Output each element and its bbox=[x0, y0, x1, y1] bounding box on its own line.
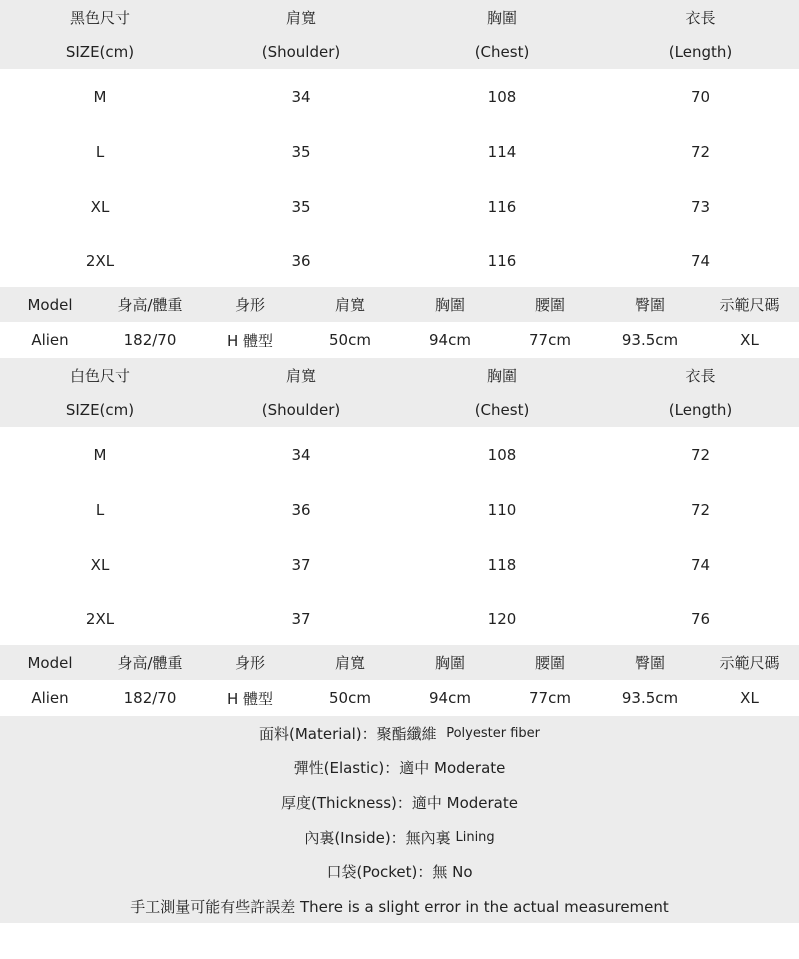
header-length-en: (Length) bbox=[668, 42, 733, 61]
model-height-weight: 182/70 bbox=[123, 689, 177, 707]
model-header-size: 示範尺碼 bbox=[719, 296, 780, 314]
table-row bbox=[0, 179, 799, 234]
size-cell: 2XL bbox=[85, 609, 115, 628]
header-size-en: SIZE(cm) bbox=[65, 401, 135, 419]
model-waist: 77cm bbox=[529, 331, 571, 349]
model-values-row bbox=[0, 680, 799, 716]
model-header-hip: 臀圍 bbox=[634, 654, 665, 672]
chest-cell: 110 bbox=[487, 501, 517, 519]
black-table-header bbox=[0, 0, 799, 69]
white-size-table bbox=[0, 358, 799, 645]
shoulder-cell: 37 bbox=[291, 609, 311, 628]
size-cell: L bbox=[95, 143, 105, 161]
length-cell: 76 bbox=[690, 609, 711, 628]
table-row bbox=[0, 234, 799, 287]
model-header-name: Model bbox=[27, 653, 73, 672]
length-cell: 72 bbox=[690, 501, 711, 519]
model-body-type: H 體型 bbox=[226, 689, 274, 708]
header-shoulder-en: (Shoulder) bbox=[261, 42, 341, 61]
size-cell: L bbox=[95, 501, 105, 519]
chest-cell: 114 bbox=[487, 143, 517, 161]
model-name: Alien bbox=[31, 331, 69, 349]
length-cell: 74 bbox=[690, 555, 711, 574]
model-shoulder: 50cm bbox=[329, 689, 371, 707]
shoulder-cell: 35 bbox=[291, 197, 311, 216]
length-cell: 72 bbox=[690, 446, 711, 464]
model-shoulder: 50cm bbox=[329, 331, 371, 349]
model-header-row bbox=[0, 645, 799, 680]
header-length-cn: 衣長 bbox=[685, 367, 716, 385]
header-chest-cn: 胸圍 bbox=[486, 8, 517, 27]
model-header-height-weight: 身高/體重 bbox=[117, 296, 183, 314]
model-size: XL bbox=[740, 331, 759, 349]
chest-cell: 108 bbox=[487, 88, 517, 106]
chest-cell: 116 bbox=[487, 197, 517, 216]
thickness-note: 厚度(Thickness)：適中 Moderate bbox=[281, 793, 518, 812]
header-chest-en: (Chest) bbox=[474, 401, 530, 419]
size-cell: XL bbox=[90, 197, 110, 216]
header-shoulder-cn: 肩寬 bbox=[285, 367, 316, 385]
shoulder-cell: 36 bbox=[291, 251, 311, 270]
inside-label: 內裏(Inside)：無內裏 bbox=[304, 828, 451, 847]
elastic-note: 彈性(Elastic)：適中 Moderate bbox=[293, 759, 506, 778]
material-note bbox=[0, 716, 799, 751]
table-row bbox=[0, 427, 799, 483]
table-row bbox=[0, 125, 799, 179]
inside-note bbox=[0, 820, 799, 855]
model-height-weight: 182/70 bbox=[123, 331, 177, 349]
material-en: Polyester fiber bbox=[446, 725, 540, 741]
white-table-header bbox=[0, 358, 799, 427]
pocket-note: 口袋(Pocket)：無 No bbox=[326, 863, 473, 882]
model-header-shoulder: 肩寬 bbox=[334, 296, 365, 314]
header-size-cn: 白色尺寸 bbox=[69, 367, 130, 385]
header-length-en: (Length) bbox=[668, 401, 733, 419]
size-cell: M bbox=[93, 88, 107, 106]
model-name: Alien bbox=[31, 689, 69, 707]
shoulder-cell: 34 bbox=[291, 446, 311, 464]
length-cell: 72 bbox=[690, 143, 711, 161]
chest-cell: 120 bbox=[487, 609, 517, 628]
model-header-shoulder: 肩寬 bbox=[334, 654, 365, 672]
shoulder-cell: 36 bbox=[291, 501, 311, 519]
model-header-body-type: 身形 bbox=[234, 296, 265, 314]
header-shoulder-cn: 肩寬 bbox=[285, 8, 316, 27]
table-row bbox=[0, 69, 799, 125]
model-info-table bbox=[0, 287, 799, 358]
length-cell: 73 bbox=[690, 197, 711, 216]
black-size-table bbox=[0, 0, 799, 287]
model-chest: 94cm bbox=[429, 689, 471, 707]
length-cell: 74 bbox=[690, 251, 711, 270]
model-body-type: H 體型 bbox=[226, 331, 274, 350]
model-header-name: Model bbox=[27, 295, 73, 314]
model-header-waist: 腰圍 bbox=[534, 296, 565, 314]
model-header-body-type: 身形 bbox=[234, 654, 265, 672]
length-cell: 70 bbox=[690, 88, 711, 106]
model-chest: 94cm bbox=[429, 331, 471, 349]
table-row bbox=[0, 537, 799, 592]
header-chest-en: (Chest) bbox=[474, 42, 530, 61]
model-waist: 77cm bbox=[529, 689, 571, 707]
size-cell: 2XL bbox=[85, 251, 115, 270]
shoulder-cell: 34 bbox=[291, 88, 311, 106]
size-cell: M bbox=[93, 446, 107, 464]
measurement-error-note: 手工測量可能有些許誤差 There is a slight error in the actual measurement bbox=[130, 897, 669, 916]
header-length-cn: 衣長 bbox=[685, 8, 716, 27]
chest-cell: 108 bbox=[487, 446, 517, 464]
inside-en: Lining bbox=[455, 829, 495, 845]
model-header-hip: 臀圍 bbox=[634, 296, 665, 314]
header-size-en: SIZE(cm) bbox=[65, 42, 135, 61]
chest-cell: 118 bbox=[487, 555, 517, 574]
header-size-cn: 黑色尺寸 bbox=[69, 8, 130, 27]
header-shoulder-en: (Shoulder) bbox=[261, 401, 341, 419]
material-label: 面料(Material)：聚酯纖維 bbox=[259, 724, 437, 743]
model-header-chest: 胸圍 bbox=[434, 654, 465, 672]
model-header-height-weight: 身高/體重 bbox=[117, 654, 183, 672]
model-hip: 93.5cm bbox=[621, 331, 679, 349]
model-values-row bbox=[0, 322, 799, 358]
model-size: XL bbox=[740, 689, 759, 707]
model-header-row bbox=[0, 287, 799, 322]
model-info-table bbox=[0, 645, 799, 716]
shoulder-cell: 37 bbox=[291, 555, 311, 574]
header-chest-cn: 胸圍 bbox=[486, 367, 517, 385]
model-hip: 93.5cm bbox=[621, 689, 679, 707]
model-header-chest: 胸圍 bbox=[434, 296, 465, 314]
table-row bbox=[0, 483, 799, 537]
model-header-waist: 腰圍 bbox=[534, 654, 565, 672]
size-cell: XL bbox=[90, 555, 110, 574]
material-notes bbox=[0, 716, 799, 923]
shoulder-cell: 35 bbox=[291, 143, 311, 161]
model-header-size: 示範尺碼 bbox=[719, 654, 780, 672]
chest-cell: 116 bbox=[487, 251, 517, 270]
table-row bbox=[0, 592, 799, 645]
